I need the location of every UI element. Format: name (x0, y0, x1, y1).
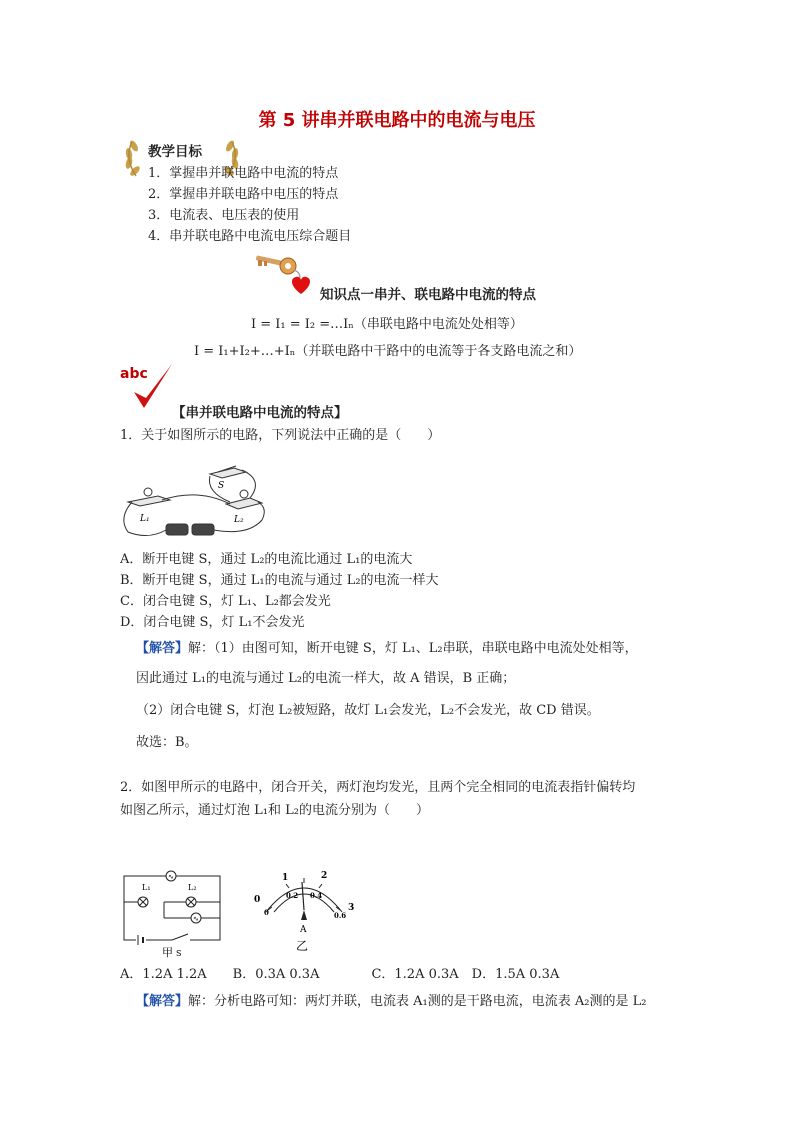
objective-item: 3．电流表、电压表的使用 (148, 208, 300, 223)
options-line: A．1.2A 1.2A B．0.3A 0.3A C．1.2A 0.3A D．1.5A 0.3A (120, 967, 560, 982)
objective-item: 2．掌握串并联电路中电压的特点 (148, 187, 339, 202)
objectives-heading: 教学目标 (148, 144, 202, 160)
option-c: C．闭合电键 S，灯 L₁、L₂都会发光 (120, 594, 331, 609)
ammeter-dial-figure (248, 862, 360, 958)
question-stem: 1．关于如图所示的电路，下列说法中正确的是（ ） (120, 428, 441, 443)
question-stem: 如图乙所示，通过灯泡 L₁和 L₂的电流分别为（ ） (120, 803, 429, 818)
abc-badge-text: abc (120, 366, 148, 382)
page-title: 第 5 讲串并联电路中的电流与电压 (258, 110, 536, 131)
scale-top-3: 3 (348, 903, 355, 913)
lamp2-label: L₂ (188, 883, 197, 892)
scale-bottom-0: 0 (264, 908, 269, 917)
objective-item: 4．串并联电路中电流电压综合题目 (148, 229, 352, 244)
formula-series: I = I₁ = I₂ =…Iₙ（串联电路中电流处处相等） (251, 317, 523, 332)
answer-line: 故选：B。 (136, 735, 198, 750)
scale-bottom-3: 0.6 (334, 911, 347, 920)
abc-check-badge (120, 362, 174, 412)
answer-line: 解：分析电路可知：两灯并联，电流表 A₁测的是干路电流，电流表 A₂测的是 L₂ (188, 994, 647, 1009)
scale-bottom-2: 0.4 (310, 891, 323, 900)
series-circuit-figure (118, 458, 268, 550)
lamp1-label: L₁ (140, 514, 150, 524)
meter-a1-icon: ∿ (168, 873, 174, 881)
switch-label: S (176, 949, 182, 958)
formula-parallel: I = I₁+I₂+…+Iₙ（并联电路中干路中的电流等于各支路电流之和） (194, 344, 582, 359)
figure-caption-yi: 乙 (296, 939, 309, 953)
parallel-circuit-figure (118, 858, 228, 958)
option-d: D．闭合电键 S，灯 L₁不会发光 (120, 615, 305, 630)
answer-line: （2）闭合电键 S，灯泡 L₂被短路，故灯 L₁会发光，L₂不会发光，故 CD 错误。 (136, 703, 600, 718)
scale-top-0: 0 (254, 895, 261, 905)
checkmark-icon (120, 362, 174, 412)
scale-top-2: 2 (321, 871, 328, 881)
answer-line: 因此通过 L₁的电流与通过 L₂的电流一样大，故 A 错误，B 正确； (136, 671, 516, 686)
answer-tag: 【解答】 (136, 994, 189, 1009)
lamp1-label: L₁ (142, 883, 151, 892)
knowledge-heading: 知识点一串并、联电路中电流的特点 (320, 287, 536, 303)
figure-caption-jia: 甲 (162, 946, 173, 958)
scale-top-1: 1 (282, 873, 289, 883)
unit-label: A (300, 925, 307, 935)
section-heading: 【串并联电路中电流的特点】 (172, 405, 348, 421)
answer-tag: 【解答】 (136, 641, 189, 656)
key-heart-icon (254, 250, 318, 296)
option-a: A．断开电键 S，通过 L₂的电流比通过 L₁的电流大 (120, 552, 413, 567)
answer-paragraph (136, 637, 638, 656)
answer-line: 解：（1）由图可知，断开电键 S，灯 L₁、L₂串联，串联电路中电流处处相等， (188, 641, 638, 656)
answer-paragraph (136, 990, 646, 1009)
question-stem: 2．如图甲所示的电路中，闭合开关，两灯泡均发光，且两个完全相同的电流表指针偏转均 (120, 780, 636, 795)
option-b: B．断开电键 S，通过 L₁的电流与通过 L₂的电流一样大 (120, 573, 439, 588)
meter-a2-icon: ∿ (193, 915, 199, 923)
scale-bottom-1: 0.2 (286, 891, 299, 900)
objective-item: 1．掌握串并联电路中电流的特点 (148, 166, 339, 181)
lamp2-label: L₂ (234, 515, 244, 525)
switch-label: S (218, 481, 225, 491)
